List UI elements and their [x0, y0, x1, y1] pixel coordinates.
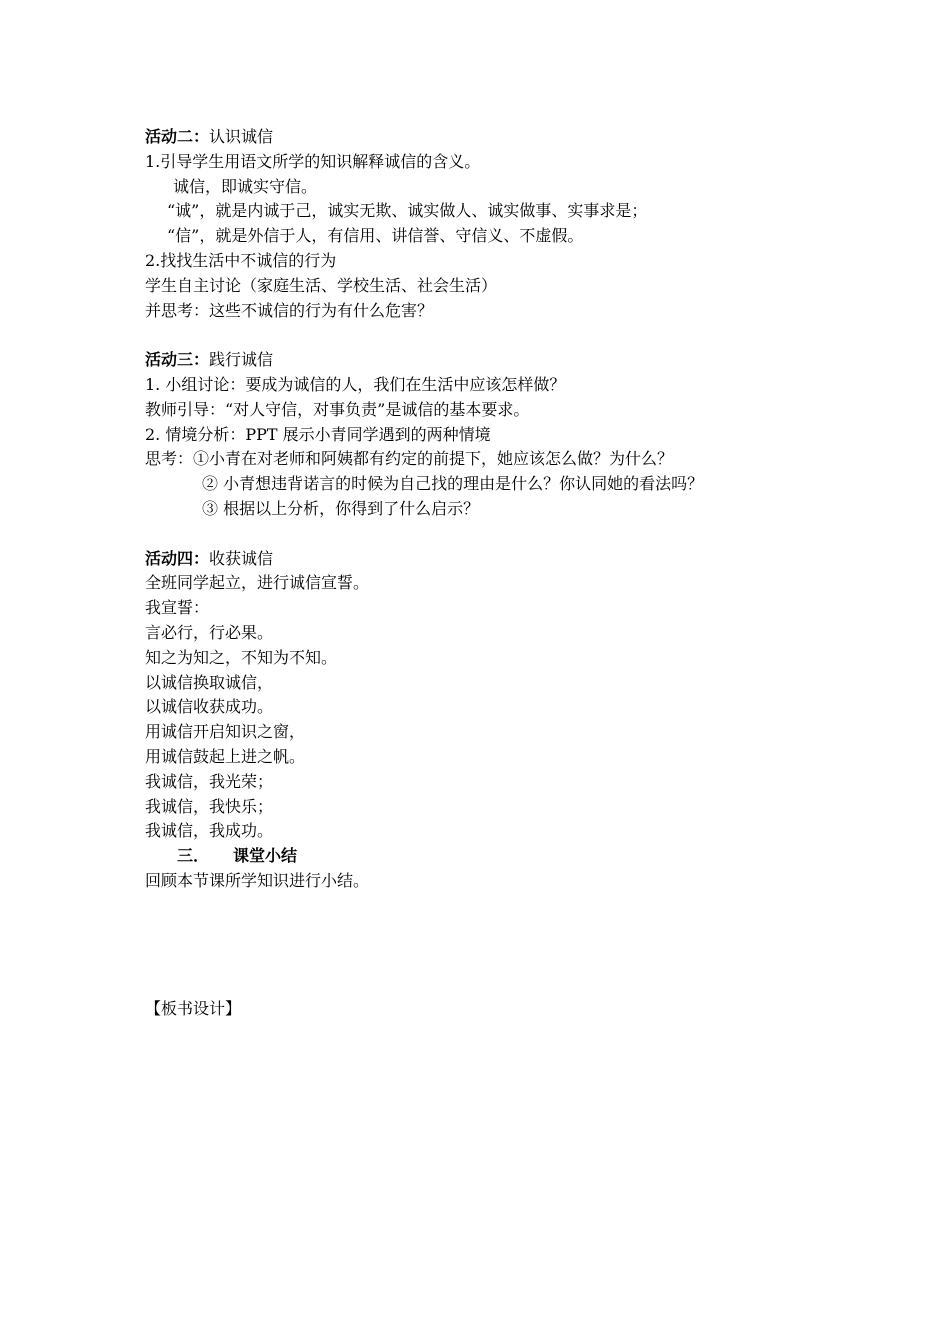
activity3-question1: 思考：①小青在对老师和阿姨都有约定的前提下，她应该怎么做？为什么？ [145, 449, 674, 469]
activity4-heading-label: 活动四： [145, 548, 210, 568]
pledge-line: 言必行，行必果。 [145, 622, 274, 642]
pledge-line: 我诚信，我成功。 [145, 821, 274, 841]
activity4-heading [145, 547, 845, 572]
section3-title: 课堂小结 [233, 846, 298, 866]
activity3-item2: 2. 情境分析：PPT 展示小青同学遇到的两种情境 [145, 424, 491, 444]
activity3-teacher-guide: 教师引导：“对人守信，对事负责”是诚信的基本要求。 [145, 399, 530, 419]
pledge-line: 用诚信鼓起上进之帆。 [145, 746, 306, 766]
activity3-heading-title: 践行诚信 [209, 350, 274, 370]
pledge-line: 用诚信开启知识之窗， [145, 722, 306, 742]
section3-number: 三． [177, 846, 210, 866]
activity2-heading-label: 活动二： [145, 127, 210, 146]
activity2-think: 并思考：这些不诚信的行为有什么危害？ [145, 300, 434, 320]
activity4-heading-title: 收获诚信 [209, 548, 274, 568]
section3-summary: 回顾本节课所学知识进行小结。 [145, 870, 370, 890]
activity2-definition: 诚信，即诚实守信。 [173, 176, 318, 196]
activity2-heading-title: 认识诚信 [209, 127, 274, 146]
document-body [145, 125, 845, 894]
board-design-heading: 【板书设计】 [145, 999, 242, 1018]
activity3-question3: ③ 根据以上分析，你得到了什么启示？ [202, 498, 480, 518]
activity2-item2: 2.找找生活中不诚信的行为 [145, 250, 337, 270]
section3-heading [145, 844, 845, 869]
pledge-line: 知之为知之，不知为不知。 [145, 647, 338, 667]
pledge-line: 以诚信换取诚信， [145, 672, 274, 692]
activity3-question2: ② 小青想违背诺言的时候为自己找的理由是什么？你认同她的看法吗？ [202, 474, 704, 494]
pledge-line: 全班同学起立，进行诚信宣誓。 [145, 573, 370, 593]
activity2-cheng-definition: “诚”，就是内诚于己，诚实无欺、诚实做人、诚实做事、实事求是； [167, 201, 648, 221]
spacer [145, 323, 845, 348]
activity2-heading [145, 125, 845, 150]
activity3-item1: 1. 小组讨论：要成为诚信的人，我们在生活中应该怎样做？ [145, 374, 566, 394]
activity3-heading [145, 348, 845, 373]
activity2-item1: 1.引导学生用语文所学的知识解释诚信的含义。 [145, 151, 481, 171]
pledge-line: 我诚信，我快乐； [145, 796, 274, 816]
pledge-line: 以诚信收获成功。 [145, 697, 274, 717]
activity3-heading-label: 活动三： [145, 350, 210, 370]
activity2-xin-definition: “信”，就是外信于人，有信用、讲信誉、守信义、不虚假。 [167, 226, 584, 246]
pledge-line: 我宣誓： [145, 598, 210, 618]
pledge-line: 我诚信，我光荣； [145, 771, 274, 791]
activity2-discussion: 学生自主讨论（家庭生活、学校生活、社会生活） [145, 275, 498, 295]
spacer [145, 522, 845, 547]
